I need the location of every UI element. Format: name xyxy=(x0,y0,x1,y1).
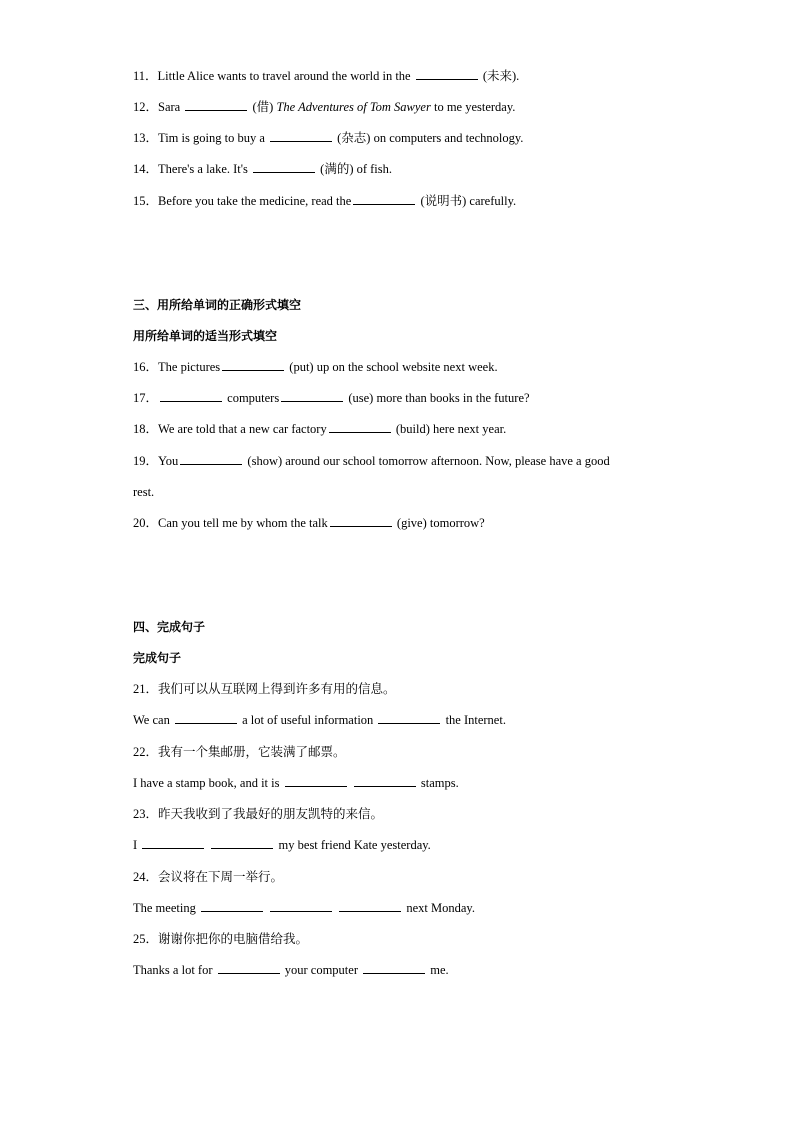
answer-blank[interactable] xyxy=(142,837,204,849)
question-number: 25． xyxy=(133,932,159,946)
answer-blank[interactable] xyxy=(281,390,343,402)
question-16: 16．The pictures (put) up on the school website next week. xyxy=(133,360,498,374)
question-11: 11．Little Alice wants to travel around the world in the (未来). xyxy=(133,69,520,83)
question-number: 22． xyxy=(133,745,159,759)
answer-blank[interactable] xyxy=(270,130,332,142)
question-25-chinese: 25．谢谢你把你的电脑借给我。 xyxy=(133,932,309,946)
question-18: 18．We are told that a new car factory (build) here next year. xyxy=(133,422,507,436)
question-24-english: The meeting next Monday. xyxy=(133,901,475,915)
answer-blank[interactable] xyxy=(363,962,425,974)
question-19: 19．You (show) around our school tomorrow afternoon. Now, please have a good xyxy=(133,454,610,468)
question-number: 12． xyxy=(133,100,159,114)
question-number: 16． xyxy=(133,360,159,374)
answer-blank[interactable] xyxy=(222,359,284,371)
answer-blank[interactable] xyxy=(354,775,416,787)
book-title: The Adventures of Tom Sawyer xyxy=(276,100,431,114)
question-19-continued: rest. xyxy=(133,485,155,499)
question-21-chinese: 21．我们可以从互联网上得到许多有用的信息。 xyxy=(133,682,396,696)
answer-blank[interactable] xyxy=(353,193,415,205)
answer-blank[interactable] xyxy=(218,962,280,974)
question-15: 15．Before you take the medicine, read the (说明书) carefully. xyxy=(133,194,517,208)
question-number: 11． xyxy=(133,69,158,83)
question-14: 14．There's a lake. It's (满的) of fish. xyxy=(133,162,393,176)
answer-blank[interactable] xyxy=(416,68,478,80)
answer-blank[interactable] xyxy=(329,421,391,433)
question-number: 19． xyxy=(133,454,159,468)
question-number: 17． xyxy=(133,391,159,405)
question-number: 20． xyxy=(133,516,159,530)
answer-blank[interactable] xyxy=(378,712,440,724)
question-23-english: I my best friend Kate yesterday. xyxy=(133,838,431,852)
answer-blank[interactable] xyxy=(211,837,273,849)
question-number: 23． xyxy=(133,807,159,821)
section-instruction: 完成句子 xyxy=(133,651,182,665)
question-20: 20．Can you tell me by whom the talk (give) tomorrow? xyxy=(133,516,485,530)
question-22-english: I have a stamp book, and it is stamps. xyxy=(133,776,459,790)
answer-blank[interactable] xyxy=(270,900,332,912)
answer-blank[interactable] xyxy=(185,99,247,111)
question-25-english: Thanks a lot for your computer me. xyxy=(133,963,449,977)
question-number: 18． xyxy=(133,422,159,436)
answer-blank[interactable] xyxy=(175,712,237,724)
question-23-chinese: 23．昨天我收到了我最好的朋友凯特的来信。 xyxy=(133,807,384,821)
question-number: 15． xyxy=(133,194,159,208)
section-instruction: 用所给单词的适当形式填空 xyxy=(133,329,278,343)
answer-blank[interactable] xyxy=(201,900,263,912)
section-heading: 四、完成句子 xyxy=(133,620,206,634)
question-number: 13． xyxy=(133,131,159,145)
question-number: 14． xyxy=(133,162,159,176)
answer-blank[interactable] xyxy=(180,453,242,465)
question-22-chinese: 22．我有一个集邮册，它装满了邮票。 xyxy=(133,745,346,759)
answer-blank[interactable] xyxy=(160,390,222,402)
question-17: 17． computers (use) more than books in the future? xyxy=(133,391,530,405)
answer-blank[interactable] xyxy=(285,775,347,787)
question-21-english: We can a lot of useful information the Internet. xyxy=(133,713,506,727)
answer-blank[interactable] xyxy=(330,515,392,527)
question-number: 21． xyxy=(133,682,159,696)
question-12: 12．Sara (借) The Adventures of Tom Sawyer to me yesterday. xyxy=(133,100,516,114)
question-24-chinese: 24．会议将在下周一举行。 xyxy=(133,870,284,884)
section-heading: 三、用所给单词的正确形式填空 xyxy=(133,298,302,312)
question-13: 13．Tim is going to buy a (杂志) on computers and technology. xyxy=(133,131,524,145)
answer-blank[interactable] xyxy=(253,161,315,173)
question-number: 24． xyxy=(133,870,159,884)
answer-blank[interactable] xyxy=(339,900,401,912)
